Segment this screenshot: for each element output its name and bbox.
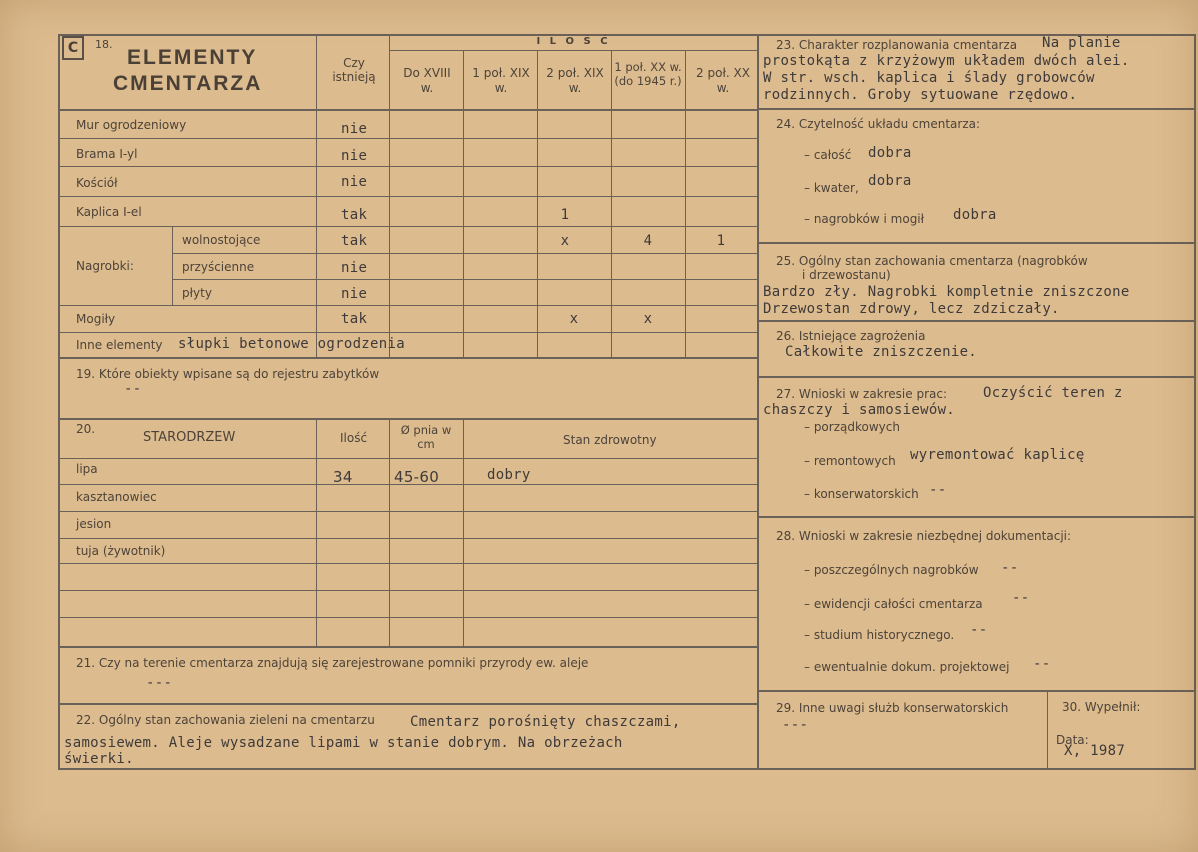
period-header-3: 2 poł. XIX w. xyxy=(546,66,604,95)
section-22-value-3: świerki. xyxy=(64,751,134,767)
ilosc-header: I L O Ś Ć xyxy=(536,36,611,47)
section-23-value-2: prostokąta z krzyżowym układem dwóch alei. xyxy=(763,53,1130,69)
nagrobkow-value: dobra xyxy=(953,207,997,223)
doc-item-label: – ewidencji całości cmentarza xyxy=(804,597,983,611)
tree-health: dobry xyxy=(487,467,531,483)
section-21-label: 21. Czy na terenie cmentarza znajdują się zarejestrowane pomniki przyrody ew. aleje xyxy=(76,656,589,670)
doc-item-value: -- xyxy=(970,622,988,638)
title-line-1: ELEMENTY xyxy=(127,46,258,69)
porzadkowych-label: – porządkowych xyxy=(804,420,900,434)
period-header-1: Do XVIII w. xyxy=(403,66,451,95)
tree-name: jesion xyxy=(76,517,112,531)
period-header-5: 2 poł. XX w. xyxy=(696,66,750,95)
section-22-label: 22. Ogólny stan zachowania zieleni na cmentarzu xyxy=(76,713,375,727)
section-27-value-2: chaszczy i samosiewów. xyxy=(763,402,956,418)
section-23-value-4: rodzinnych. Groby sytuowane rzędowo. xyxy=(763,87,1078,103)
section-22-value-1: Cmentarz porośnięty chaszczami, xyxy=(410,714,681,730)
section-26-label: 26. Istniejące zagrożenia xyxy=(776,329,926,343)
element-label: wolnostojące xyxy=(182,233,261,247)
czy-istnieja-header: Czy istnieją xyxy=(332,56,376,84)
pnia-col-header: Ø pnia w cm xyxy=(400,423,452,451)
data-value: X, 1987 xyxy=(1064,743,1126,759)
section-25-label-2: i drzewostanu) xyxy=(802,268,891,282)
calosc-label: – całość xyxy=(804,148,852,162)
element-label: Mur ogrodzeniowy xyxy=(76,118,187,132)
kwater-label: – kwater, xyxy=(804,181,859,195)
remontowych-label: – remontowych xyxy=(804,454,896,468)
element-label: płyty xyxy=(182,286,212,300)
section-25-value-1: Bardzo zły. Nagrobki kompletnie zniszczone xyxy=(763,284,1130,300)
exists-value: tak xyxy=(341,311,368,327)
stan-col-header: Stan zdrowotny xyxy=(563,433,657,447)
nagrobki-label: Nagrobki: xyxy=(76,259,134,273)
element-label: Mogiły xyxy=(76,312,116,326)
tree-name: lipa xyxy=(76,462,98,476)
section-25-value-2: Drzewostan zdrowy, lecz zdziczały. xyxy=(763,301,1060,317)
nagrobkow-label: – nagrobków i mogił xyxy=(804,212,925,226)
exists-value: nie xyxy=(341,148,368,164)
doc-item-value: -- xyxy=(1001,560,1019,576)
count-value: x xyxy=(643,311,653,327)
exists-value: tak xyxy=(341,207,368,223)
period-header-2: 1 poł. XIX w. xyxy=(472,66,530,95)
section-19-label: 19. Które obiekty wpisane są do rejestru zabytków xyxy=(76,367,380,381)
element-label: Brama I-yl xyxy=(76,147,138,161)
count-value: 4 xyxy=(643,233,653,249)
tree-count: 34 xyxy=(333,468,353,486)
inne-elementy-label: Inne elementy xyxy=(76,338,163,352)
section-21-value: --- xyxy=(146,675,173,691)
section-23-label: 23. Charakter rozplanowania cmentarza xyxy=(776,38,1018,52)
section-29-value: --- xyxy=(782,717,809,733)
exists-value: nie xyxy=(341,174,368,190)
section-22-value-2: samosiewem. Aleje wysadzane lipami w stanie dobrym. Na obrzeżach xyxy=(64,735,623,751)
section-26-value: Całkowite zniszczenie. xyxy=(785,344,978,360)
count-value: x xyxy=(560,233,570,249)
section-27-label: 27. Wnioski w zakresie prac: xyxy=(776,387,948,401)
section-27-value-1: Oczyścić teren z xyxy=(983,385,1123,401)
element-label: Kościół xyxy=(76,176,118,190)
data-label: Data: xyxy=(1056,733,1089,747)
period-header-4: 1 poł. XX w. (do 1945 r.) xyxy=(614,60,682,88)
exists-value: nie xyxy=(341,260,368,276)
section-23-value-1: Na planie xyxy=(1042,35,1121,51)
inne-elementy-value: słupki betonowe ogrodzenia xyxy=(178,336,405,352)
element-label: Kaplica I-el xyxy=(76,205,142,219)
section-28-label: 28. Wnioski w zakresie niezbędnej dokumentacji: xyxy=(776,529,1072,543)
exists-value: nie xyxy=(341,121,368,137)
exists-value: nie xyxy=(341,286,368,302)
section-30-label: 30. Wypełnił: xyxy=(1062,700,1141,714)
calosc-value: dobra xyxy=(868,145,912,161)
tree-diameter: 45-60 xyxy=(394,468,440,486)
doc-item-label: – studium historycznego. xyxy=(804,628,955,642)
count-value: 1 xyxy=(716,233,726,249)
corner-letter: C xyxy=(67,40,79,56)
section-29-label: 29. Inne uwagi służb konserwatorskich xyxy=(776,701,1009,715)
doc-item-value: -- xyxy=(1012,590,1030,606)
konserwatorskich-value: -- xyxy=(929,482,947,498)
ilosc-col-header: Ilość xyxy=(340,431,368,445)
section-24-label: 24. Czytelność układu cmentarza: xyxy=(776,117,981,131)
doc-item-label: – ewentualnie dokum. projektowej xyxy=(804,660,1010,674)
title-line-2: CMENTARZA xyxy=(113,72,263,95)
count-value: 1 xyxy=(560,207,570,223)
doc-item-label: – poszczególnych nagrobków xyxy=(804,563,979,577)
section-25-label-1: 25. Ogólny stan zachowania cmentarza (nagrobków xyxy=(776,254,1088,268)
kwater-value: dobra xyxy=(868,173,912,189)
corner-letter-box xyxy=(62,36,84,60)
section-23-value-3: W str. wsch. kaplica i ślady grobowców xyxy=(763,70,1095,86)
doc-item-value: -- xyxy=(1033,656,1051,672)
starodrzew-title: STARODRZEW xyxy=(143,430,236,445)
tree-name: tuja (żywotnik) xyxy=(76,544,166,558)
section-19-value: -- xyxy=(124,381,142,397)
element-label: przyścienne xyxy=(182,260,255,274)
exists-value: tak xyxy=(341,233,368,249)
konserwatorskich-label: – konserwatorskich xyxy=(804,487,919,501)
section-20-number: 20. xyxy=(76,422,96,436)
count-value: x xyxy=(569,311,579,327)
tree-name: kasztanowiec xyxy=(76,490,157,504)
section-18-number: 18. xyxy=(95,38,113,51)
remontowych-value: wyremontować kaplicę xyxy=(910,447,1085,463)
